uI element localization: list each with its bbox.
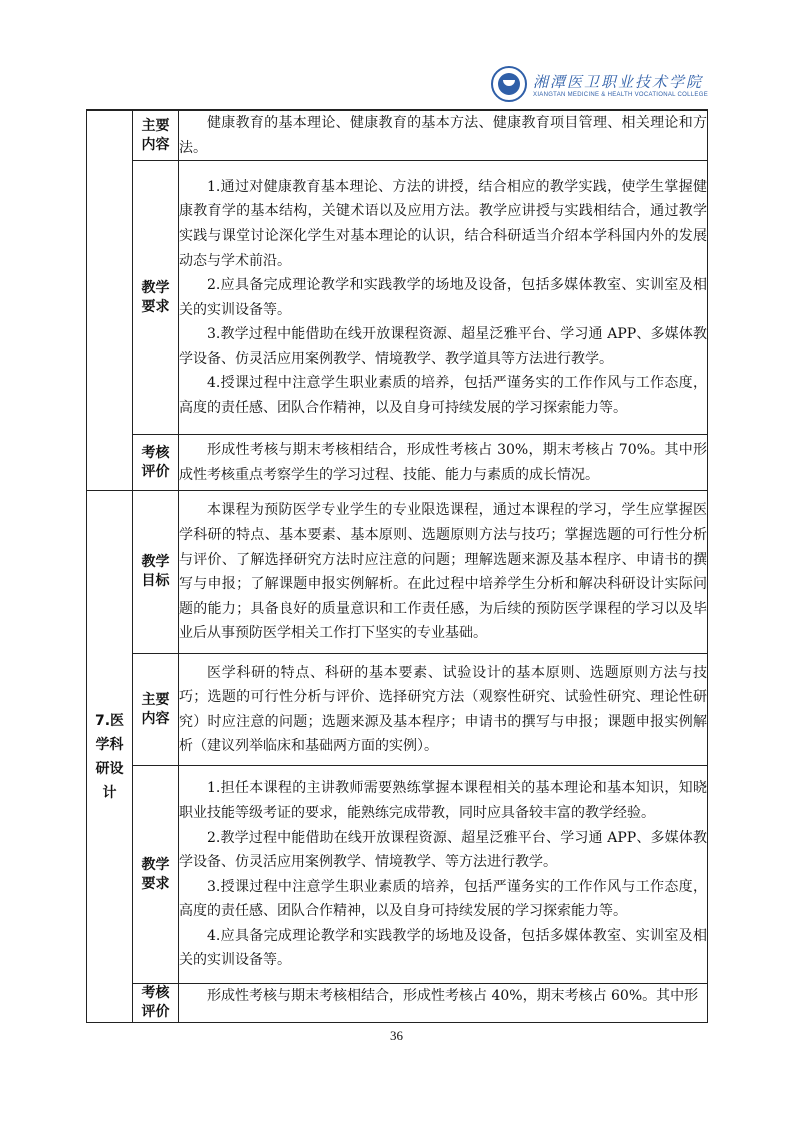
row-label: 教学 目标 bbox=[133, 491, 179, 654]
logo-chinese-name: 湘潭医卫职业技术学院 bbox=[533, 72, 704, 91]
row-content: 1.担任本课程的主讲教师需要熟练掌握本课程相关的基本理论和基本知识，知晓职业技能等级考证的要求，能熟练完成带教，同时应具备较丰富的教学经验。 2.教学过程中能借助在线开放课程资源、超星泛雅平台、学习通 APP、多媒体教学设备、仿灵活应用案例教学、情境教学、等方法进行教学。 3.授课过程中注意学生职业素质的培养，包括严谨务实的工作作风与工作态度，高度的责任感、团队合作精神，以及自身可持续发展的学习探索能力等。 4.应具备完成理论教学和实践教学的场地及设备，包括多媒体教室、实训室及相关的实训设备等。 bbox=[179, 766, 708, 984]
table-row bbox=[87, 435, 708, 491]
table-row bbox=[87, 654, 708, 766]
logo-english-name: XIANGTAN MEDICINE & HEALTH VOCATIONAL COLLEGE bbox=[533, 91, 708, 98]
row-label: 教学 要求 bbox=[133, 161, 179, 435]
row-label: 主要 内容 bbox=[133, 111, 179, 161]
row-content: 1.通过对健康教育基本理论、方法的讲授，结合相应的教学实践，使学生掌握健康教育学的基本结构，关键术语以及应用方法。教学应讲授与实践相结合，通过教学实践与课堂讨论深化学生对基本理论的认识，结合科研适当介绍本学科国内外的发展动态与学术前沿。 2.应具备完成理论教学和实践教学的场地及设备，包括多媒体教室、实训室及相关的实训设备等。 3.教学过程中能借助在线开放课程资源、超星泛雅平台、学习通 APP、多媒体教学设备、仿灵活应用案例教学、情境教学、教学道具等方法进行教学。 4.授课过程中注意学生职业素质的培养，包括严谨务实的工作作风与工作态度，高度的责任感、团队合作精神，以及自身可持续发展的学习探索能力等。 bbox=[179, 161, 708, 435]
row-label: 教学 要求 bbox=[133, 766, 179, 984]
table-row bbox=[87, 111, 708, 161]
row-content: 健康教育的基本理论、健康教育的基本方法、健康教育项目管理、相关理论和方法。 bbox=[179, 111, 708, 161]
row-content: 本课程为预防医学专业学生的专业限选课程，通过本课程的学习，学生应掌握医学科研的特点、基本要素、基本原则、选题原则方法与技巧；掌握选题的可行性分析与评价、了解选择研究方法时应注意的问题；理解选题来源及基本程序、申请书的撰写与申报；了解课题申报实例解析。在此过程中培养学生分析和解决科研设计实际问题的能力；具备良好的质量意识和工作责任感，为后续的预防医学课程的学习以及毕业后从事预防医学相关工作打下坚实的专业基础。 bbox=[179, 491, 708, 654]
page-header bbox=[86, 64, 708, 110]
row-label: 考核 评价 bbox=[133, 435, 179, 491]
table-row bbox=[87, 984, 708, 1023]
row-label: 考核 评价 bbox=[133, 984, 179, 1023]
curriculum-table bbox=[86, 110, 708, 1023]
page-number: 36 bbox=[390, 1028, 403, 1043]
table-row bbox=[87, 766, 708, 984]
college-emblem-icon bbox=[491, 66, 527, 102]
college-logo bbox=[491, 66, 708, 102]
row-label: 主要 内容 bbox=[133, 654, 179, 766]
row-content: 形成性考核与期末考核相结合，形成性考核占 40%，期末考核占 60%。其中形 bbox=[179, 984, 708, 1023]
table-row bbox=[87, 161, 708, 435]
section-title-cell: 7.医 学科 研设 计 bbox=[87, 491, 133, 1023]
row-content: 形成性考核与期末考核相结合，形成性考核占 30%，期末考核占 70%。其中形成性考核重点考察学生的学习过程、技能、能力与素质的成长情况。 bbox=[179, 435, 708, 491]
row-content: 医学科研的特点、科研的基本要素、试验设计的基本原则、选题原则方法与技巧；选题的可行性分析与评价、选择研究方法（观察性研究、试验性研究、理论性研究）时应注意的问题；选题来源及基本程序；申请书的撰写与申报；课题申报实例解析（建议列举临床和基础两方面的实例）。 bbox=[179, 654, 708, 766]
section-cell-continued bbox=[87, 111, 133, 491]
table-row bbox=[87, 491, 708, 654]
